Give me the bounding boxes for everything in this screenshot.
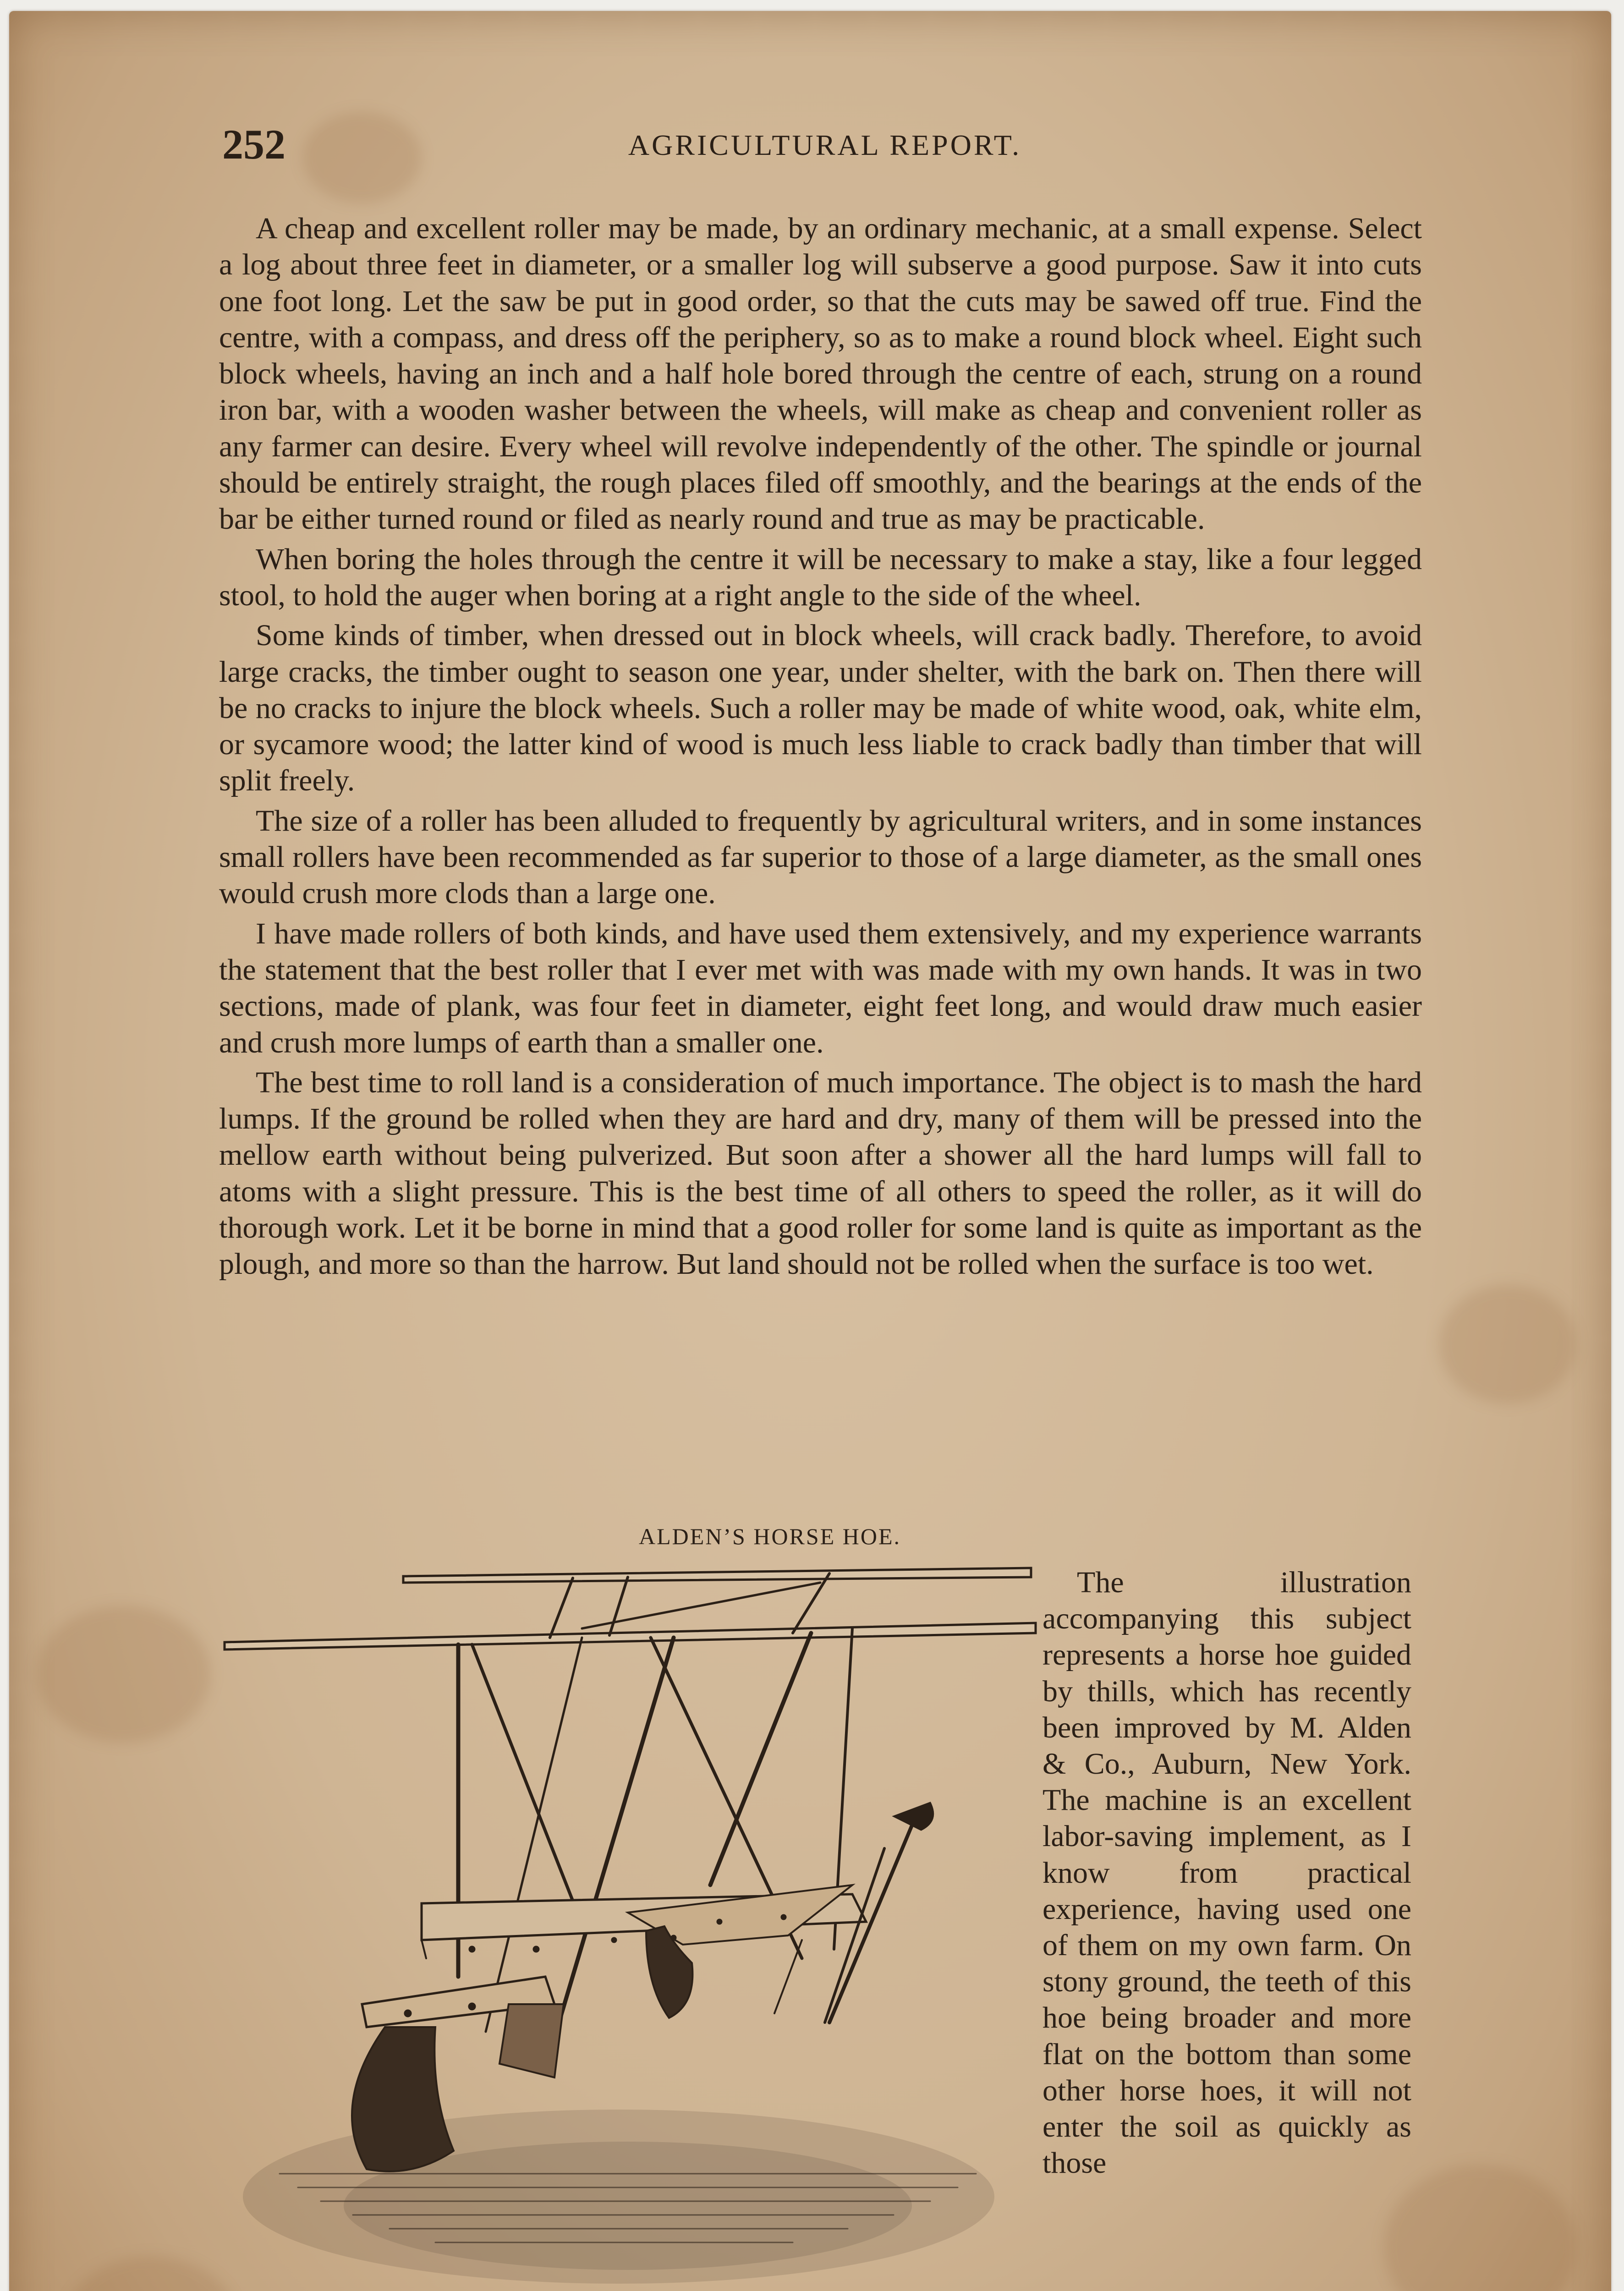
foxing-stain — [37, 1606, 211, 1743]
paragraph: The best time to roll land is a consideration of much importance. The object is to mash the hard lumps. If the ground be rolled when they are hard and dry, many of them will be pressed into the mellow earth without being pulverized. But soon after a shower all the hard lumps will fall to atoms with a slight pressure. This is the best time of all others to speed the roller, as it will do thorough work. Let it be borne in mind that a good roller for some land is quite as important as the plough, and more so than the harrow. But land should not be rolled when the surface is too wet. — [219, 1065, 1422, 1281]
page-header — [222, 120, 1427, 175]
book-page — [9, 11, 1611, 2291]
page-number: 252 — [222, 121, 285, 168]
paragraph: I have made rollers of both kinds, and have used them extensively, and my experience warrants the statement that the best roller that I ever met with was made with my own hands. It was in two sections, made of plank, was four feet in diameter, eight feet long, and would draw much easier and crush more lumps of earth than a smaller one. — [219, 916, 1422, 1059]
figure-title: ALDEN’S HORSE HOE. — [638, 1524, 901, 1549]
foxing-stain — [1439, 1285, 1576, 1404]
paragraph: The illustration accompanying this subject represents a horse hoe guided by thills, which has recently been improved by M. Alden & Co., Auburn, New York. The machine is an excellent labor-saving implement, as I know from practical experience, having used one of them on my own farm. On stony ground, the teeth of this hoe being broader and more flat on the bottom than some other horse hoes, it will not enter the soil as quickly as those — [1042, 1566, 1411, 2180]
foxing-stain — [1384, 2165, 1576, 2291]
side-text-column — [1042, 1564, 1411, 2181]
article-body — [219, 210, 1422, 1286]
foxing-stain — [64, 2256, 238, 2291]
running-head: AGRICULTURAL REPORT. — [628, 129, 1022, 161]
paragraph: When boring the holes through the centre it will be necessary to make a stay, like a four legged stool, to hold the auger when boring at a right angle to the side of the wheel. — [219, 542, 1422, 612]
paragraph: Some kinds of timber, when dressed out in block wheels, will crack badly. Therefore, to avoid large cracks, the timber ought to season one year, under shelter, with the bark on. Then there will be no cracks to injure the block wheels. Such a roller may be made of white wood, oak, white elm, or sycamore wood; the latter kind of wood is much less liable to crack badly than timber that will split freely. — [219, 619, 1422, 798]
paragraph: A cheap and excellent roller may be made, by an ordinary mechanic, at a small expense. Select a log about three feet in diameter, or a smaller log will subserve a good purpose. Saw it into cuts one foot long. Let the saw be put in good order, so that the cuts may be sawed off true. Find the centre, with a compass, and dress off the periphery, so as to make a round block wheel. Eight such block wheels, having an inch and a half hole bored through the centre of each, strung on a round iron bar, with a wooden washer between the wheels, will make as cheap and convenient roller as any farmer can desire. Every wheel will revolve independently of the other. The spindle or journal should be entirely straight, the rough places filed off smoothly, and the bearings at the ends of the bar be either turned round or filed as nearly round and true as may be practicable. — [219, 212, 1422, 536]
horse-hoe-engraving — [215, 1564, 1040, 2291]
paragraph: The size of a roller has been alluded to frequently by agricultural writers, and in some instances small rollers have been recommended as far superior to those of a large diameter, as the small ones would crush more clods than a large one. — [219, 804, 1422, 910]
horse-hoe-illustration — [215, 1564, 1040, 2291]
